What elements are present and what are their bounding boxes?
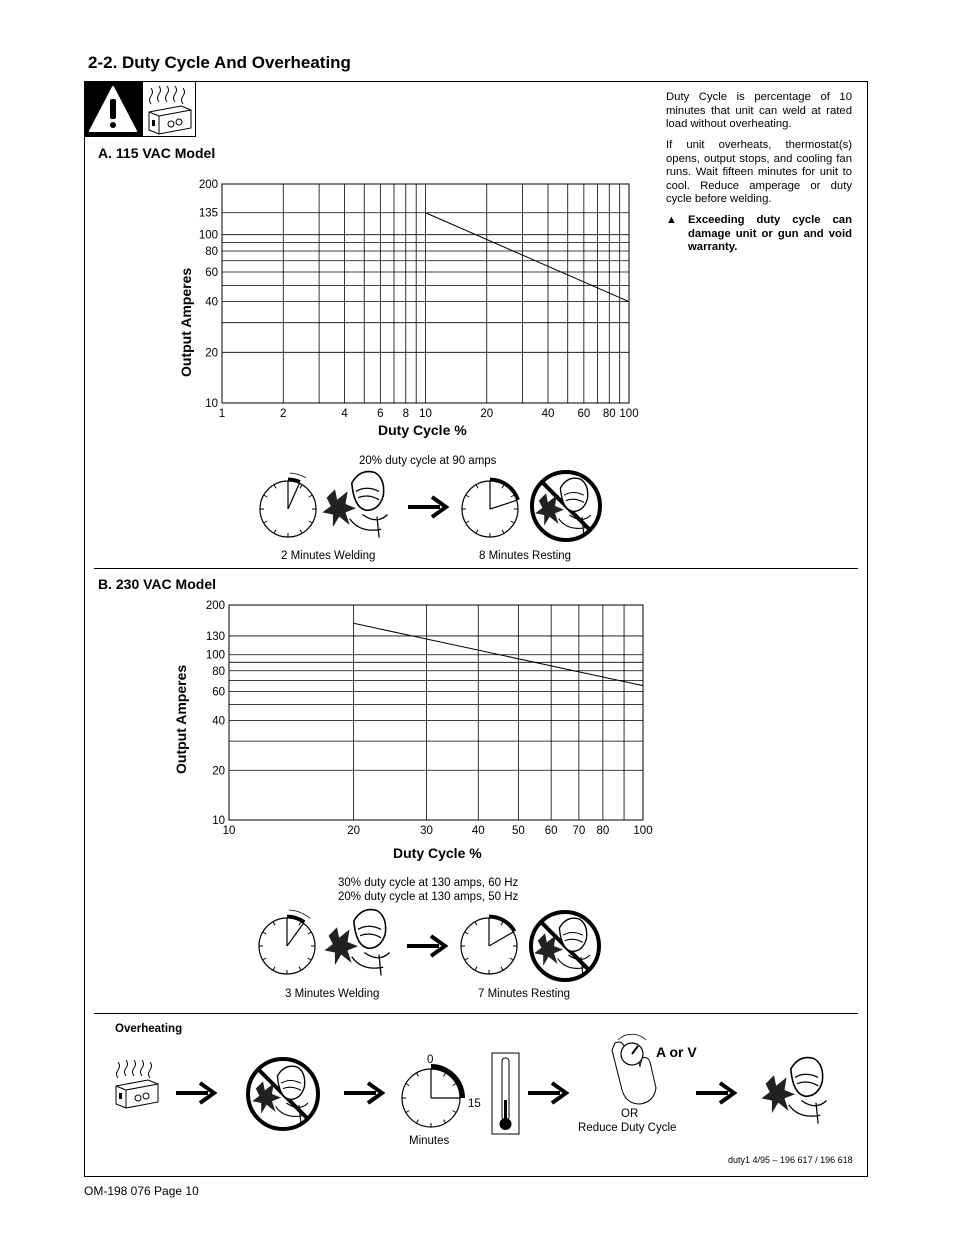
welder-icon-b (324, 910, 389, 976)
right-arrow-icon (408, 497, 446, 517)
x-tick-label: 40 (541, 408, 555, 420)
section-b-title: B. 230 VAC Model (98, 576, 216, 592)
chart-b-caption-1: 30% duty cycle at 130 amps, 60 Hz (338, 877, 519, 889)
duty-cycle-definition: Duty Cycle is percentage of 10 minutes that unit can weld at rated load without overheating. (666, 91, 852, 131)
welder-icon (534, 918, 590, 975)
right-arrow-icon (176, 1083, 214, 1103)
a-or-v-label: A or V (656, 1044, 697, 1060)
y-tick-label: 80 (212, 665, 225, 678)
duty-cycle-chart-b (206, 600, 653, 837)
right-arrow-icon (407, 936, 445, 956)
y-tick-label: 80 (205, 245, 218, 258)
spark-burst-icon (324, 927, 358, 965)
chart-b-ylabel: Output Amperes (173, 664, 189, 774)
x-tick-label: 60 (544, 825, 558, 837)
welder-icon-a (322, 472, 387, 538)
right-arrow-icon (696, 1083, 734, 1103)
clock-2-min-icon (260, 473, 316, 537)
x-tick-label: 50 (511, 825, 525, 837)
chart-b-caption-2: 20% duty cycle at 130 amps, 50 Hz (338, 891, 519, 903)
unit-knob (135, 1095, 141, 1101)
unit-knob (143, 1093, 149, 1099)
hot-unit-icon (116, 1060, 158, 1108)
page-footer: OM-198 076 Page 10 (84, 1184, 199, 1198)
welder-icon (535, 478, 591, 535)
spark-burst-icon (322, 489, 356, 527)
chart-a-xlabel: Duty Cycle % (378, 422, 467, 438)
warning-bullet-icon: ▲ (666, 214, 677, 226)
x-tick-label: 60 (577, 408, 591, 420)
clock-7-min-icon (461, 915, 517, 974)
x-tick-label: 2 (280, 408, 287, 420)
y-tick-label: 200 (198, 179, 218, 191)
unit-box (116, 1080, 158, 1108)
rotation-arrow-icon (290, 473, 306, 478)
overheating-divider (94, 1013, 858, 1014)
rotation-arrow-icon (618, 1034, 646, 1040)
x-tick-label: 30 (420, 825, 433, 837)
clock-start-label: 0 (427, 1054, 434, 1066)
section-heading: 2-2. Duty Cycle And Overheating (88, 53, 351, 72)
x-tick-label: 80 (596, 825, 610, 837)
b-resting-label: 7 Minutes Resting (478, 988, 571, 1000)
clock-end-label: 15 (468, 1098, 481, 1110)
x-tick-label: 20 (480, 408, 494, 420)
thermometer-icon (492, 1053, 519, 1134)
duty-cycle-chart-a (199, 179, 639, 420)
y-tick-label: 100 (198, 229, 218, 242)
cooling-clock-icon (402, 1064, 465, 1127)
or-label: OR (621, 1108, 639, 1120)
x-tick-label: 8 (402, 408, 409, 420)
x-tick-label: 20 (347, 825, 361, 837)
chart-b-xlabel: Duty Cycle % (393, 845, 482, 861)
clock-8-min-icon (462, 478, 520, 537)
y-tick-label: 135 (198, 207, 218, 220)
a-resting-label: 8 Minutes Resting (479, 550, 572, 562)
y-tick-label: 40 (212, 715, 225, 728)
overheating-title: Overheating (115, 1023, 183, 1035)
b-welding-label: 3 Minutes Welding (285, 988, 380, 1000)
x-tick-label: 4 (341, 408, 348, 420)
y-tick-label: 10 (205, 398, 218, 410)
unit-switch (119, 1093, 122, 1099)
clock-3-min-icon (259, 910, 315, 974)
x-tick-label: 70 (572, 825, 586, 837)
x-tick-label: 40 (471, 825, 485, 837)
section-a-title: A. 115 VAC Model (98, 145, 216, 161)
y-tick-label: 20 (212, 765, 225, 778)
warning-text: Exceeding duty cycle can damage unit or gun and void warranty. (688, 214, 852, 254)
y-tick-label: 60 (212, 686, 225, 699)
x-tick-label: 6 (377, 408, 384, 420)
y-tick-label: 20 (205, 347, 218, 360)
right-arrow-icon (344, 1083, 382, 1103)
adjust-knob-hand-icon (612, 1034, 656, 1104)
welder-icon (252, 1066, 308, 1123)
overheat-explanation: If unit overheats, thermostat(s) opens, output stops, and cooling fan runs. Wait fifteen minutes for unit to cool. Reduce amperage or duty cycle before welding. (666, 139, 852, 206)
duty-cycle-curve (426, 213, 630, 302)
thermometer-bulb (500, 1118, 512, 1130)
chart-a-caption: 20% duty cycle at 90 amps (359, 455, 497, 467)
y-tick-label: 130 (205, 630, 225, 643)
y-tick-label: 200 (205, 600, 225, 612)
thermometer-mercury (504, 1100, 507, 1120)
plot-frame (229, 605, 643, 820)
x-tick-label: 80 (602, 408, 616, 420)
a-welding-label: 2 Minutes Welding (281, 550, 376, 562)
reduce-duty-cycle-label: Reduce Duty Cycle (578, 1122, 677, 1134)
chart-a-ylabel: Output Amperes (178, 267, 194, 377)
y-tick-label: 10 (212, 815, 225, 827)
minutes-label: Minutes (409, 1135, 450, 1147)
welder-resume-icon (761, 1058, 826, 1124)
y-tick-label: 60 (205, 267, 218, 280)
x-tick-label: 100 (633, 825, 653, 837)
heat-waves (117, 1060, 152, 1078)
right-arrow-icon (528, 1083, 566, 1103)
x-tick-label: 10 (222, 825, 236, 837)
x-tick-label: 10 (419, 408, 432, 420)
spark-burst-icon (761, 1075, 795, 1113)
y-tick-label: 100 (205, 649, 225, 662)
reference-code: duty1 4/95 – 196 617 / 196 618 (728, 1155, 853, 1165)
y-tick-label: 40 (205, 296, 218, 309)
x-tick-label: 1 (218, 408, 226, 420)
x-tick-label: 100 (619, 408, 639, 420)
section-divider (94, 568, 858, 569)
